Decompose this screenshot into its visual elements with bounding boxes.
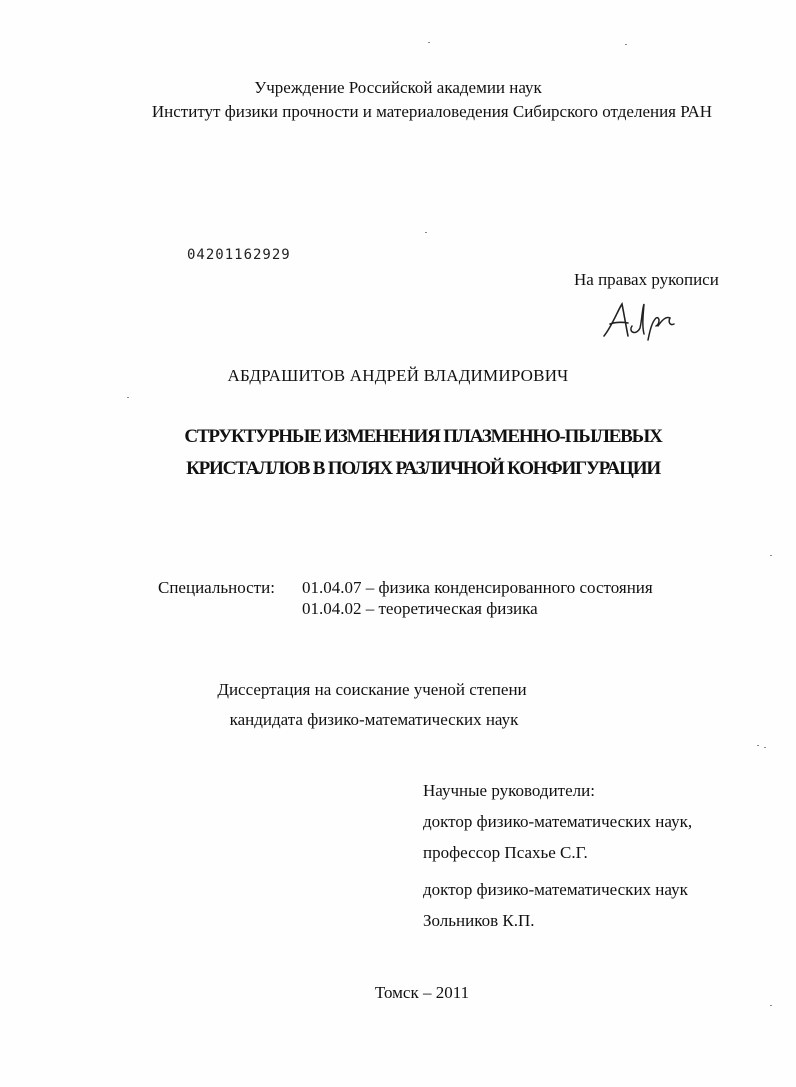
scan-speck (770, 1005, 772, 1006)
supervisor-1-degree: доктор физико-математических наук, (423, 812, 693, 831)
scan-speck (764, 747, 766, 748)
scan-speck (757, 745, 759, 746)
supervisor-1-name: профессор Псахье С.Г. (423, 843, 588, 862)
scan-speck (625, 44, 627, 45)
manuscript-rights-note: На правах рукописи (574, 270, 719, 289)
supervisors-heading: Научные руководители: (423, 781, 595, 800)
specialty-item: 01.04.02 – теоретическая физика (302, 599, 538, 618)
dissertation-title-line-2: КРИСТАЛЛОВ В ПОЛЯХ РАЗЛИЧНОЙ КОНФИГУРАЦИИ (186, 458, 660, 479)
institution-line-2: Институт физики прочности и материаловедения Сибирского отделения РАН (151, 102, 713, 121)
scan-speck (425, 232, 427, 233)
supervisor-2-name: Зольников К.П. (423, 911, 535, 930)
dissertation-degree-line-2: кандидата физико-математических наук (229, 710, 519, 729)
specialties-label: Специальности: (158, 578, 275, 597)
institution-line-1: Учреждение Российской академии наук (254, 78, 542, 97)
supervisor-2-degree: доктор физико-математических наук (423, 880, 688, 899)
dissertation-title-line-1: СТРУКТУРНЫЕ ИЗМЕНЕНИЯ ПЛАЗМЕННО-ПЫЛЕВЫХ (184, 426, 662, 447)
library-code: 04201162929 (187, 247, 291, 263)
scan-speck (127, 397, 129, 398)
scan-speck (428, 42, 430, 43)
scan-speck (770, 555, 772, 556)
specialty-item: 01.04.07 – физика конденсированного состояния (302, 578, 653, 597)
city-year: Томск – 2011 (374, 983, 470, 1002)
handwritten-signature-icon (598, 296, 688, 344)
author-name: АБДРАШИТОВ АНДРЕЙ ВЛАДИМИРОВИЧ (227, 366, 569, 385)
dissertation-degree-line-1: Диссертация на соискание ученой степени (217, 680, 527, 699)
